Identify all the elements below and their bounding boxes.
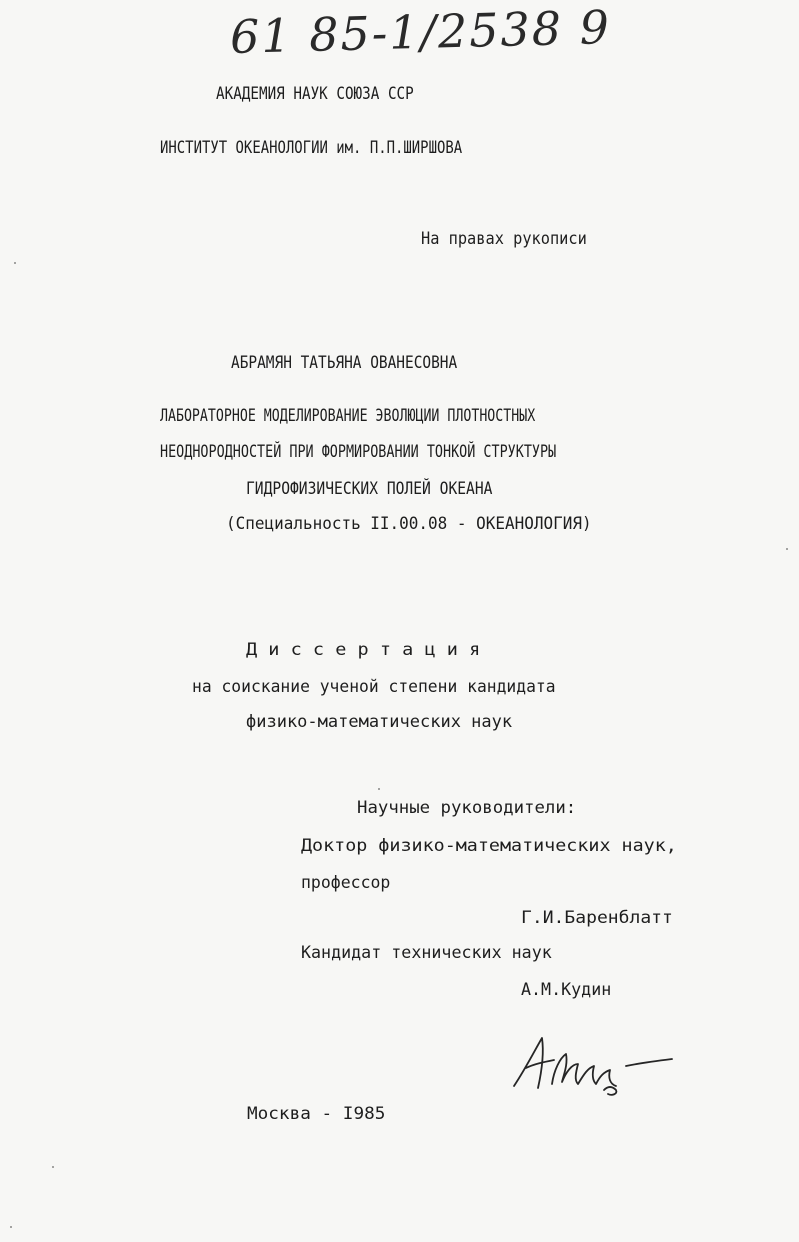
- dissertation-degree-line: на соискание ученой степени кандидата: [192, 677, 556, 697]
- supervisor-2-name: А.М.Кудин: [521, 980, 612, 1000]
- author-name: АБРАМЯН ТАТЬЯНА ОВАНЕСОВНА: [231, 353, 458, 373]
- dissertation-field-line: физико-математических наук: [246, 712, 513, 732]
- archive-number-handwritten: 61 85-1/2538 9: [229, 0, 612, 64]
- manuscript-rights-note: На правах рукописи: [421, 229, 587, 249]
- supervisor-1-name: Г.И.Баренблатт: [521, 908, 673, 928]
- institute-heading: ИНСТИТУТ ОКЕАНОЛОГИИ им. П.П.ШИРШОВА: [160, 138, 463, 158]
- supervisor-1-degree: Доктор физико-математических наук,: [301, 836, 677, 856]
- dissertation-title-line-1: ЛАБОРАТОРНОЕ МОДЕЛИРОВАНИЕ ЭВОЛЮЦИИ ПЛОТНОСТНЫХ: [160, 406, 536, 426]
- dissertation-title-line-2: НЕОДНОРОДНОСТЕЙ ПРИ ФОРМИРОВАНИИ ТОНКОЙ СТРУКТУРЫ: [160, 442, 557, 462]
- academy-heading: АКАДЕМИЯ НАУК СОЮЗА ССР: [216, 84, 414, 104]
- scan-speck: [786, 548, 788, 550]
- scan-speck: [10, 1226, 12, 1228]
- supervisor-1-title: профессор: [301, 873, 391, 893]
- scan-speck: [378, 788, 380, 790]
- place-and-year: Москва - I985: [247, 1104, 386, 1124]
- handwritten-signature: [508, 1028, 678, 1098]
- scan-speck: [14, 262, 16, 264]
- supervisors-heading: Научные руководители:: [357, 798, 577, 818]
- specialty-line: (Специальность II.00.08 - ОКЕАНОЛОГИЯ): [226, 514, 592, 534]
- scan-speck: [52, 1166, 54, 1168]
- dissertation-title-line-3: ГИДРОФИЗИЧЕСКИХ ПОЛЕЙ ОКЕАНА: [246, 479, 493, 499]
- supervisor-2-degree: Кандидат технических наук: [301, 943, 552, 963]
- dissertation-word: Д и с с е р т а ц и я: [246, 640, 481, 660]
